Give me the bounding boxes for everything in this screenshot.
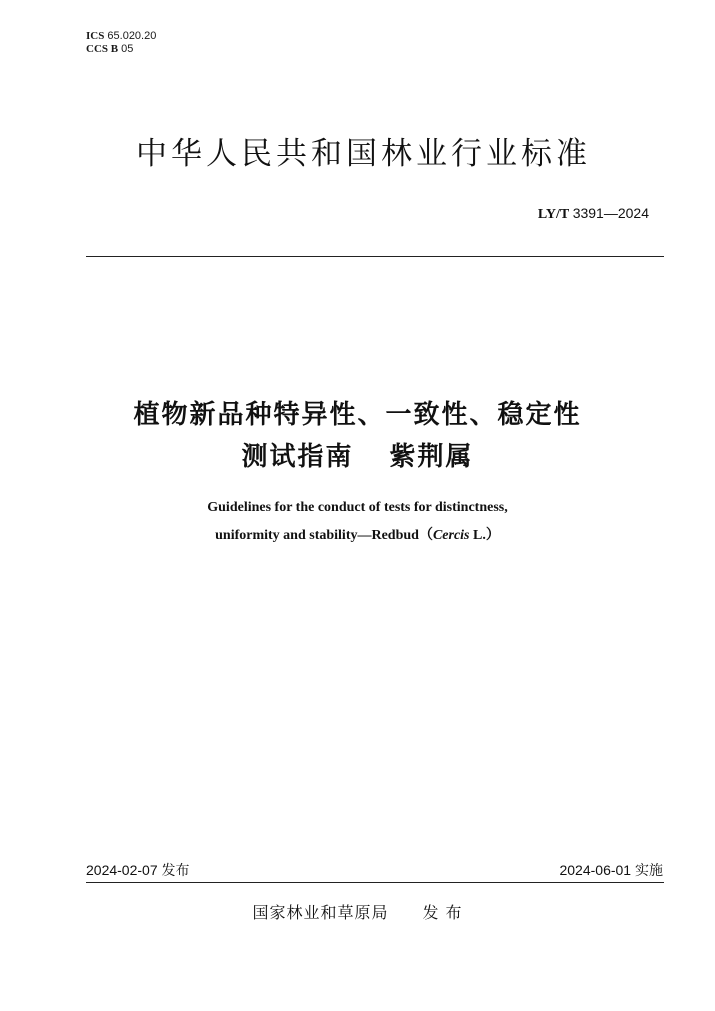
english-title-line-1: Guidelines for the conduct of tests for distinctness,: [207, 500, 508, 515]
issuer-line: [0, 900, 715, 923]
issue-date: 2024-02-07: [86, 862, 158, 878]
effective-date: 2024-06-01: [559, 862, 632, 878]
standard-number: [538, 205, 649, 223]
chinese-title-line-1: 植物新品种特异性、一致性、稳定性: [133, 400, 582, 430]
ics-line: [86, 30, 156, 43]
effective-date-block: [559, 860, 663, 880]
chinese-title-line-2: [0, 436, 715, 473]
chinese-title-part-1: 测试指南: [241, 442, 354, 472]
english-title-genus: Cercis: [432, 528, 470, 543]
english-title-prefix: uniformity and stability—Redbud（: [215, 528, 433, 543]
top-divider: [86, 256, 664, 257]
ics-label: ICS: [86, 30, 105, 42]
ccs-label: CCS B: [86, 43, 119, 55]
standard-code: LY/T: [537, 207, 570, 222]
english-title-line-2: [0, 524, 715, 544]
ccs-code: 05: [121, 43, 134, 55]
ccs-line: [86, 43, 156, 56]
classification-codes: [86, 30, 156, 56]
chinese-title-part-2: 紫荆属: [389, 442, 474, 472]
issuer-name: 国家林业和草原局: [252, 903, 389, 922]
ics-code: 65.020.20: [107, 30, 157, 42]
issue-date-block: [86, 860, 190, 880]
english-title-suffix: L.）: [469, 528, 500, 543]
effective-label: 实施: [635, 863, 663, 879]
standard-number-value: 3391—2024: [572, 205, 649, 221]
issue-label: 发布: [161, 863, 190, 879]
issuer-action: 发 布: [422, 903, 463, 922]
bottom-divider: [86, 882, 664, 883]
org-title: 中华人民共和国林业行业标准: [136, 136, 591, 172]
